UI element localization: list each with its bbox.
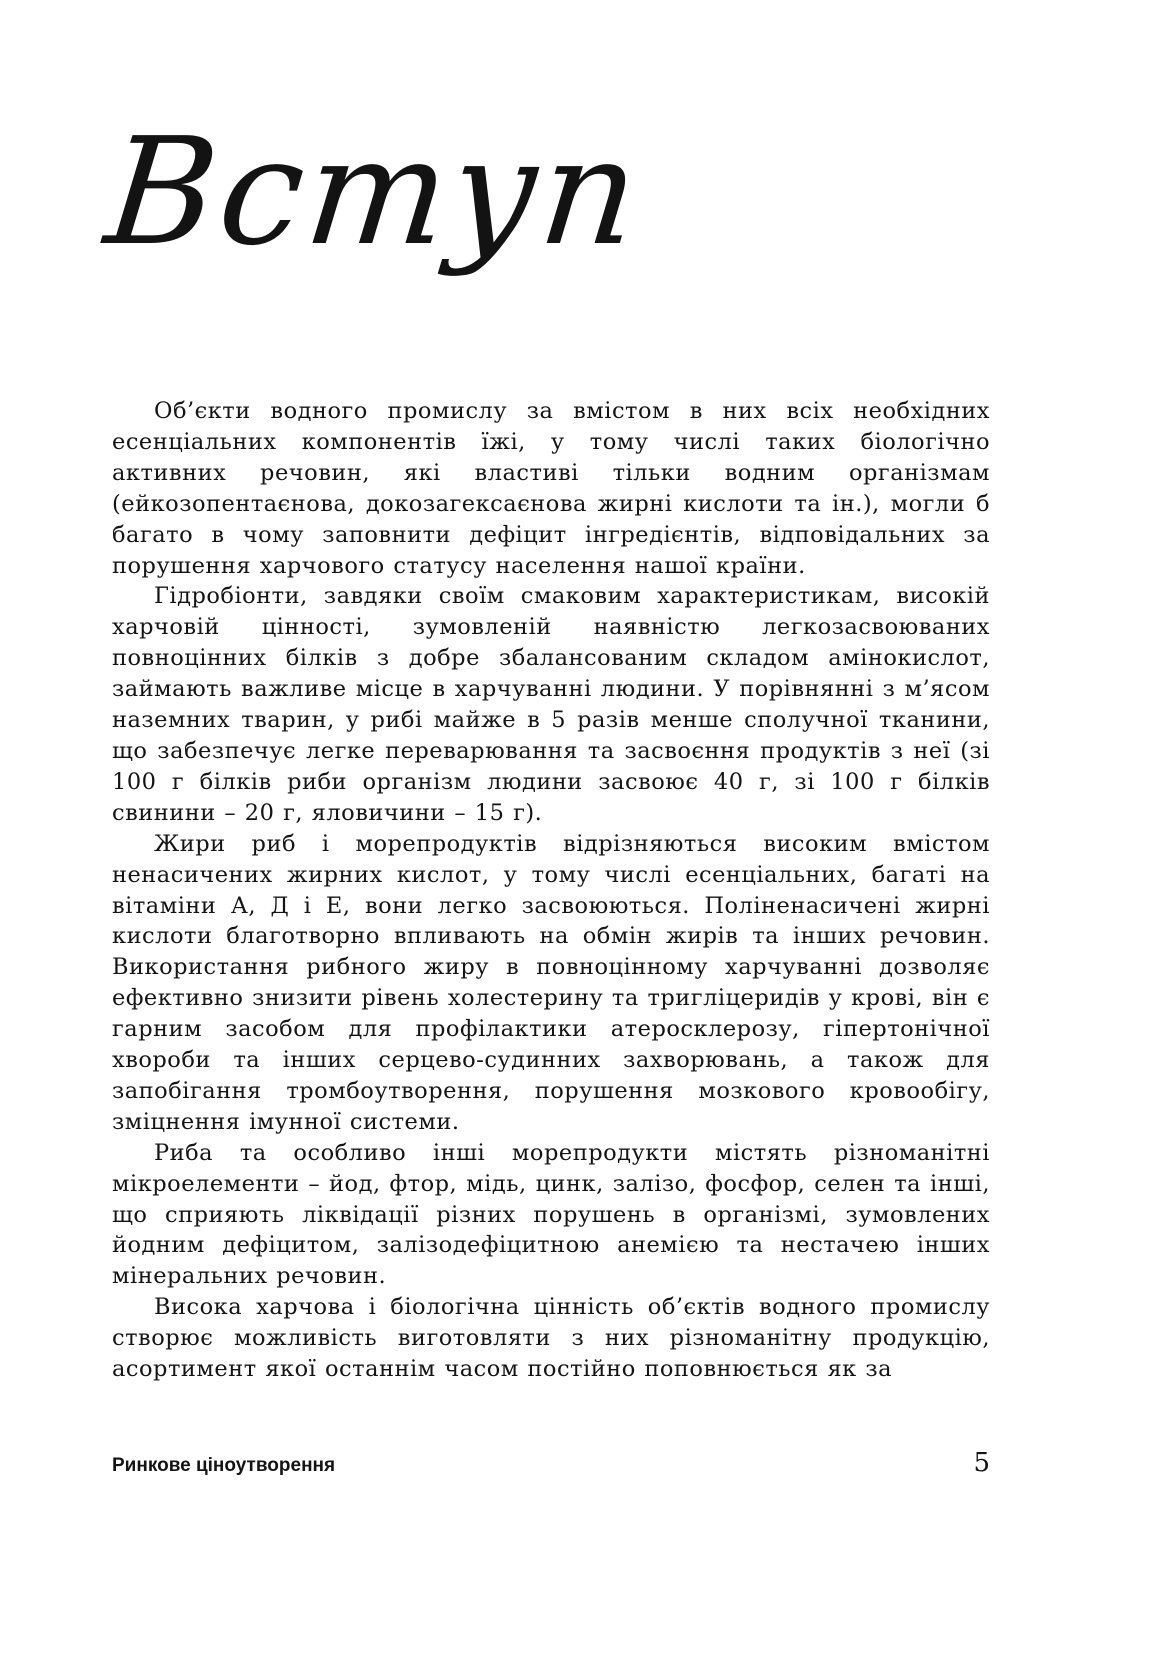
paragraph: Жири риб і морепродуктів відрізняються високим вмістом ненасичених жирних кислот, у тому числі есенціальних, багаті на вітаміни А, Д і Е, вони легко засвоюються. Поліненасичені жирні кислоти благотворно впливають на обмін жирів та інших речовин. Використання рибного жиру в повноцінному харчуванні дозволяє ефективно знизити рівень холестерину та тригліцеридів у крові, він є гарним засобом для профілактики атеросклерозу, гіпертонічної хвороби та інших серцево-судинних захворювань, а також для запобігання тромбоутворення, порушення мозкового кровообігу, зміцнення імунної системи. — [112, 830, 990, 1135]
body-text — [112, 396, 990, 1385]
paragraph: Гідробіонти, завдяки своїм смаковим характеристикам, високій харчовій цінності, зумовленій наявністю легкозасвоюваних повноцінних білків з добре збалансованим складом амінокислот, займають важливе місце в харчуванні людини. У порівнянні з м’ясом наземних тварин, у рибі майже в 5 разів менше сполучної тканини, що забезпечує легке переварювання та засвоєння продуктів з неї (зі 100 г білків риби організм людини засвоює 40 г, зі 100 г білків свинини – 20 г, яловичини – 15 г). — [112, 583, 990, 826]
paragraph: Об’єкти водного промислу за вмістом в них всіх необхідних есенціальних компонентів їжі, у тому числі таких біологічно активних речовин, які властиві тільки водним організмам (ейкозопентаєнова, докозагексаєнова жирні кислоти та ін.), могли б багато в чому заповнити дефіцит інгредієнтів, відповідальних за порушення харчового статусу населення нашої країни. — [112, 398, 990, 579]
paragraph: Риба та особливо інші морепродукти містять різноманітні мікроелементи – йод, фтор, мідь, цинк, залізо, фосфор, селен та інші, що сприяють ліквідації різних порушень в організмі, зумовлених йодним дефіцитом, залізодефіцитною анемією та нестачею інших мінеральних речовин. — [112, 1139, 990, 1290]
page-number: 5 — [973, 1448, 990, 1478]
paragraph: Висока харчова і біологічна цінність об’єктів водного промислу створює можливість виготовляти з них різноманітну продукцію, асортимент якої останнім часом постійно поповнюється як за — [112, 1294, 990, 1383]
page-footer — [112, 1448, 990, 1478]
running-title: Ринкове ціноутворення — [112, 1455, 336, 1476]
chapter-heading: Вступ — [98, 106, 650, 278]
